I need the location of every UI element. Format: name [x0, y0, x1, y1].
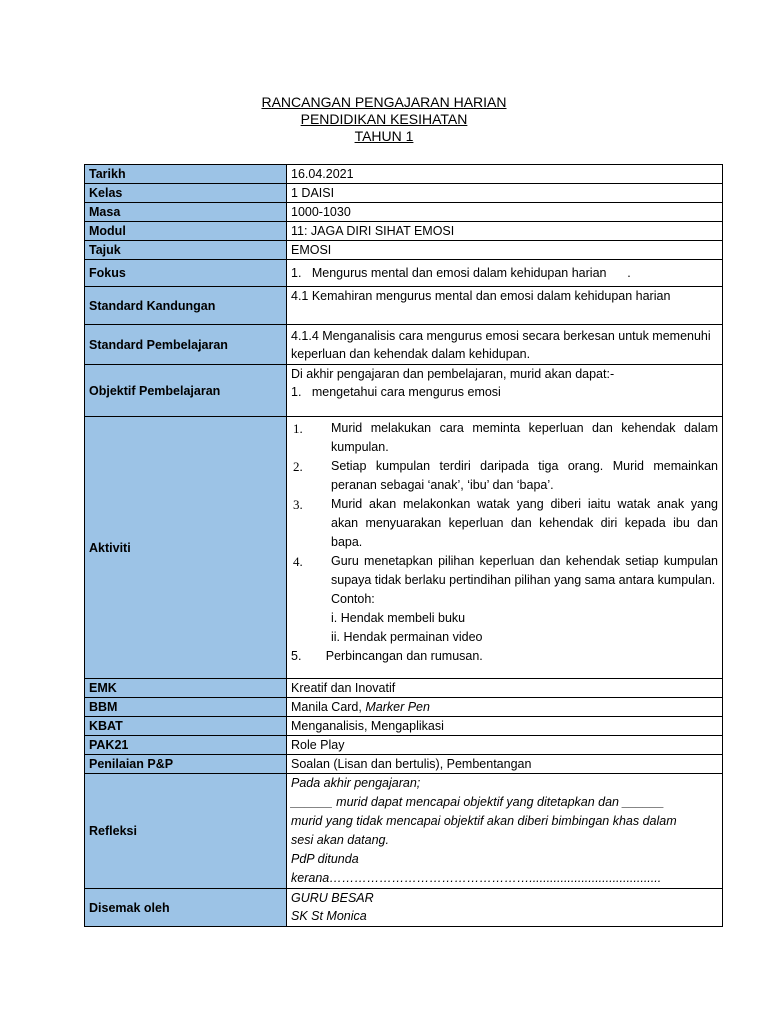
refleksi-line-2: ______ murid dapat mencapai objektif yang ditetapkan dan ______ — [291, 795, 665, 809]
row-refleksi — [85, 774, 723, 889]
label-masa: Masa — [85, 203, 287, 222]
refleksi-line-1: Pada akhir pengajaran; — [291, 776, 421, 790]
row-standard-pembelajaran — [85, 325, 723, 365]
contoh-item-2: ii. Hendak permainan video — [331, 630, 483, 644]
lesson-plan-table — [84, 164, 723, 927]
refleksi-line-5: kerana…………………………………………...................................... — [291, 871, 662, 885]
value-refleksi — [287, 774, 723, 889]
label-standard-kandungan: Standard Kandungan — [85, 287, 287, 325]
label-fokus: Fokus — [85, 260, 287, 287]
value-disemak — [287, 889, 723, 927]
value-modul: 11: JAGA DIRI SIHAT EMOSI — [287, 222, 723, 241]
label-tajuk: Tajuk — [85, 241, 287, 260]
row-modul — [85, 222, 723, 241]
row-tajuk — [85, 241, 723, 260]
value-masa: 1000-1030 — [287, 203, 723, 222]
value-tajuk: EMOSI — [287, 241, 723, 260]
row-masa — [85, 203, 723, 222]
title-line-1: RANCANGAN PENGAJARAN HARIAN — [261, 94, 507, 110]
list-item — [291, 419, 718, 457]
item-text: Guru menetapkan pilihan keperluan dan kehendak setiap kumpulan supaya tidak berlaku pertindihan pilihan yang sama antara kumpulan. — [331, 554, 718, 587]
row-bbm — [85, 698, 723, 717]
value-standard-kandungan: 4.1 Kemahiran mengurus mental dan emosi dalam kehidupan harian — [287, 287, 723, 325]
bbm-italic: Marker Pen — [365, 700, 430, 714]
row-standard-kandungan — [85, 287, 723, 325]
row-tarikh — [85, 165, 723, 184]
label-emk: EMK — [85, 679, 287, 698]
value-kelas: 1 DAISI — [287, 184, 723, 203]
list-item — [291, 457, 718, 495]
contoh-item-1: i. Hendak membeli buku — [331, 611, 466, 625]
label-kbat: KBAT — [85, 717, 287, 736]
objektif-line-1: Di akhir pengajaran dan pembelajaran, murid akan dapat:- — [291, 367, 615, 381]
label-standard-pembelajaran: Standard Pembelajaran — [85, 325, 287, 365]
row-kbat — [85, 717, 723, 736]
value-emk: Kreatif dan Inovatif — [287, 679, 723, 698]
row-objektif — [85, 365, 723, 417]
title-line-2: PENDIDIKAN KESIHATAN — [300, 111, 468, 127]
list-item — [291, 495, 718, 552]
value-pak21: Role Play — [287, 736, 723, 755]
objektif-line-2: 1. mengetahui cara mengurus emosi — [291, 385, 501, 399]
row-pak21 — [85, 736, 723, 755]
document-title-block — [0, 94, 768, 145]
value-penilaian: Soalan (Lisan dan bertulis), Pembentangan — [287, 755, 723, 774]
value-tarikh: 16.04.2021 — [287, 165, 723, 184]
label-penilaian: Penilaian P&P — [85, 755, 287, 774]
value-fokus: 1. Mengurus mental dan emosi dalam kehidupan harian . — [287, 260, 723, 287]
value-standard-pembelajaran: 4.1.4 Menganalisis cara mengurus emosi secara berkesan untuk memenuhi keperluan dan kehendak dalam kehidupan. — [287, 325, 723, 365]
label-kelas: Kelas — [85, 184, 287, 203]
aktiviti-item-5: 5. Perbincangan dan rumusan. — [291, 649, 483, 663]
value-kbat: Menganalisis, Mengaplikasi — [287, 717, 723, 736]
refleksi-line-3: murid yang tidak mencapai objektif akan diberi bimbingan khas dalam sesi akan datang. — [291, 814, 677, 847]
bbm-plain: Manila Card, — [291, 700, 366, 714]
item-text: Setiap kumpulan terdiri daripada tiga orang. Murid memainkan peranan sebagai ‘anak’, ‘ibu’ dan ‘bapa’. — [331, 459, 718, 492]
row-penilaian — [85, 755, 723, 774]
row-aktiviti — [85, 417, 723, 679]
label-disemak: Disemak oleh — [85, 889, 287, 927]
item-number: 4. — [293, 554, 303, 569]
item-number: 1. — [293, 421, 303, 436]
row-fokus — [85, 260, 723, 287]
label-modul: Modul — [85, 222, 287, 241]
label-aktiviti: Aktiviti — [85, 417, 287, 679]
label-tarikh: Tarikh — [85, 165, 287, 184]
value-bbm — [287, 698, 723, 717]
refleksi-line-4: PdP ditunda — [291, 852, 359, 866]
label-objektif: Objektif Pembelajaran — [85, 365, 287, 417]
label-pak21: PAK21 — [85, 736, 287, 755]
item-number: 2. — [293, 459, 303, 474]
value-objektif — [287, 365, 723, 417]
value-aktiviti — [287, 417, 723, 679]
label-bbm: BBM — [85, 698, 287, 717]
list-item — [291, 552, 718, 590]
row-kelas — [85, 184, 723, 203]
row-disemak — [85, 889, 723, 927]
disemak-line-1: GURU BESAR — [291, 891, 374, 905]
item-text: Murid melakukan cara meminta keperluan dan kehendak dalam kumpulan. — [331, 421, 718, 454]
disemak-line-2: SK St Monica — [291, 909, 367, 923]
row-emk — [85, 679, 723, 698]
item-text: Murid akan melakonkan watak yang diberi iaitu watak anak yang akan menyuarakan keperluan dan kehendak diri kepada ibu dan bapa. — [331, 497, 718, 549]
item-number: 3. — [293, 497, 303, 512]
aktiviti-list — [291, 419, 718, 590]
contoh-label: Contoh: — [331, 592, 375, 606]
label-refleksi: Refleksi — [85, 774, 287, 889]
title-line-3: TAHUN 1 — [354, 128, 414, 144]
